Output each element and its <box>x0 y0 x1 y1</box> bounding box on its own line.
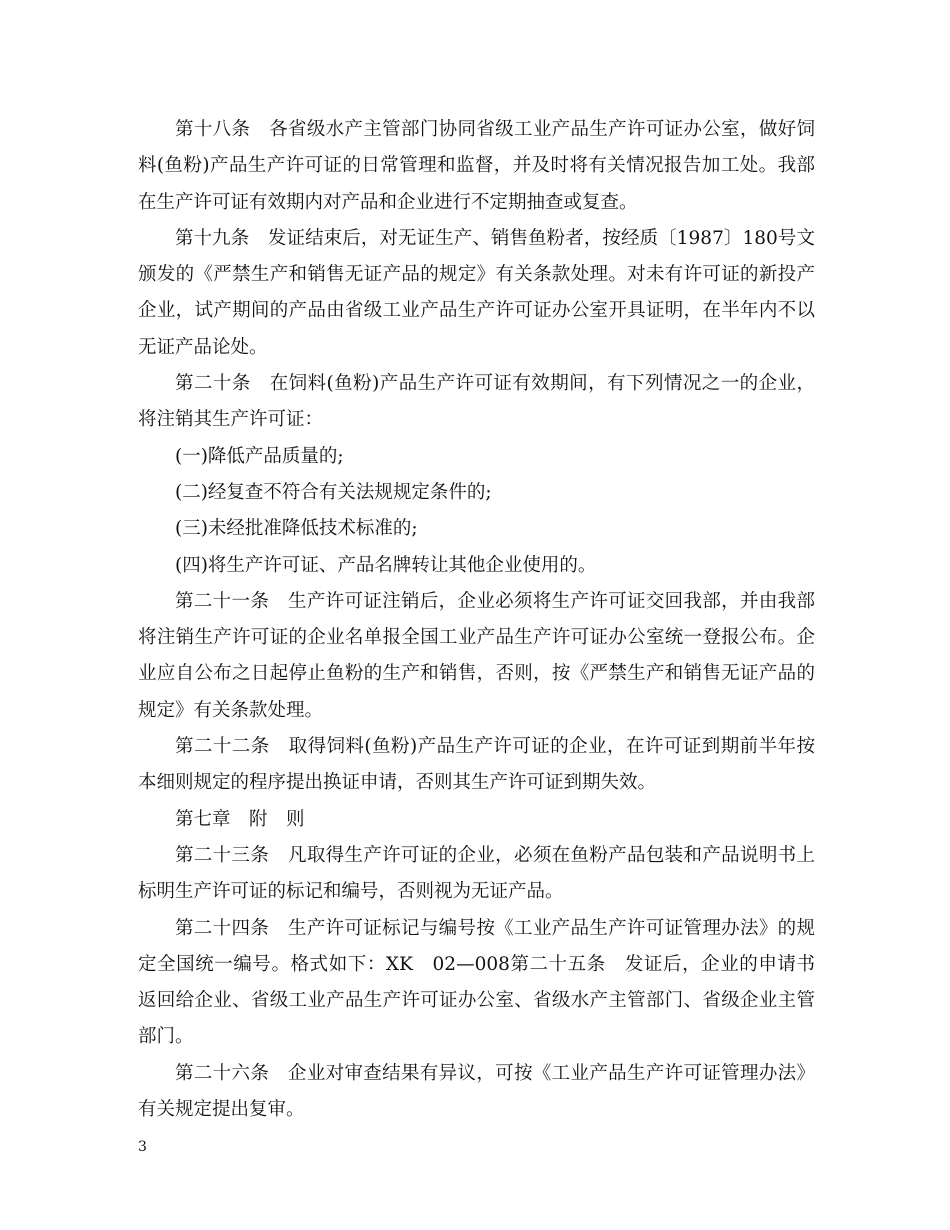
page-number: 3 <box>138 1139 147 1155</box>
list-item-4: (四)将生产许可证、产品名牌转让其他企业使用的。 <box>175 554 597 576</box>
article-19-paragraph: 第十九条 发证结束后，对无证生产、销售鱼粉者，按经质〔1987〕180号文颁发的《严禁生产和销售无证产品的规定》有关条款处理。对未有许可证的新投产企业，试产期间的产品由省级工业产品生产许可证办公室开具证明，在半年内不以无证产品论处。 <box>138 227 815 358</box>
article-20-paragraph: 第二十条 在饲料(鱼粉)产品生产许可证有效期间，有下列情况之一的企业，将注销其生产许可证： <box>138 373 815 431</box>
list-item-2: (二)经复查不符合有关法规规定条件的; <box>175 481 492 503</box>
chapter-7-heading: 第七章 附 则 <box>175 808 305 830</box>
document-body <box>138 112 815 1128</box>
article-18-paragraph: 第十八条 各省级水产主管部门协同省级工业产品生产许可证办公室，做好饲料(鱼粉)产品生产许可证的日常管理和监督，并及时将有关情况报告加工处。我部在生产许可证有效期内对产品和企业进行不定期抽查或复查。 <box>138 119 815 213</box>
article-26-paragraph: 第二十六条 企业对审查结果有异议，可按《工业产品生产许可证管理办法》有关规定提出复审。 <box>138 1062 815 1121</box>
article-23-paragraph: 第二十三条 凡取得生产许可证的企业，必须在鱼粉产品包装和产品说明书上标明生产许可证的标记和编号，否则视为无证产品。 <box>138 844 815 903</box>
list-item-1: (一)降低产品质量的; <box>175 445 344 467</box>
article-24-paragraph: 第二十四条 生产许可证标记与编号按《工业产品生产许可证管理办法》的规定全国统一编号。格式如下：XK 02—008第二十五条 发证后，企业的申请书返回给企业、省级工业产品生产许可证办公室、省级水产主管部门、省级企业主管部门。 <box>138 917 815 1048</box>
article-22-paragraph: 第二十二条 取得饲料(鱼粉)产品生产许可证的企业，在许可证到期前半年按本细则规定的程序提出换证申请，否则其生产许可证到期失效。 <box>138 736 815 794</box>
article-21-paragraph: 第二十一条 生产许可证注销后，企业必须将生产许可证交回我部，并由我部将注销生产许可证的企业名单报全国工业产品生产许可证办公室统一登报公布。企业应自公布之日起停止鱼粉的生产和销售，否则，按《严禁生产和销售无证产品的规定》有关条款处理。 <box>138 590 815 721</box>
list-item-3: (三)未经批准降低技术标准的; <box>175 518 418 540</box>
